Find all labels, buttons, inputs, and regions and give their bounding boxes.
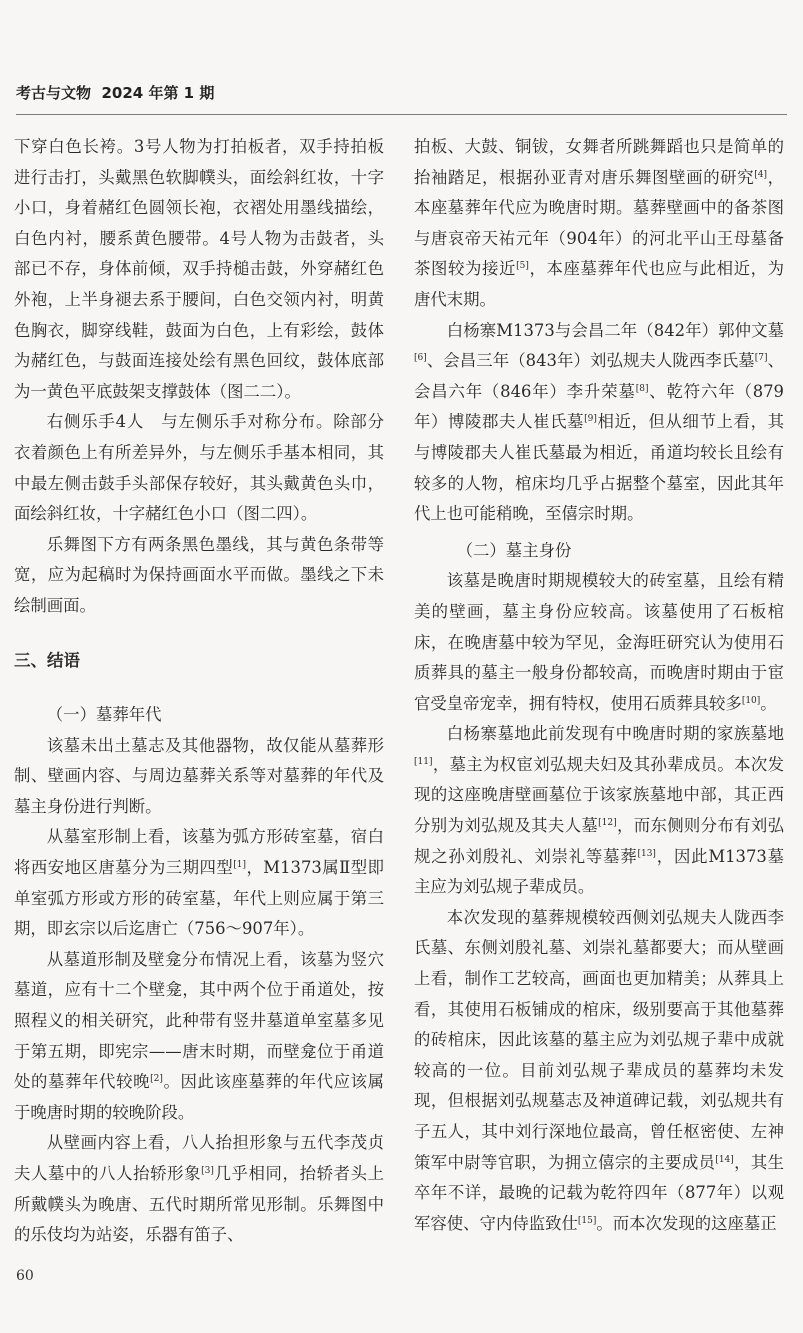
citation-ref: [11] <box>414 756 433 767</box>
right-paragraph-5: 本次发现的墓葬规模较西侧刘弘规夫人陇西李氏墓、东侧刘殷礼墓、刘崇礼墓都要大；而从壁画上看，制作工艺较高，画面也更加精美；从葬具上看，其使用石板铺成的棺床，级别要高于其他墓葬的砖棺床，因此该墓的墓主应为刘弘规子辈中成就较高的一位。目前刘弘规子辈成员的墓葬均未发现，但根据刘弘规墓志及神道碑记载，刘弘规共有子五人，其中刘行深地位最高，曾任枢密使、左神策军中尉等官职，为拥立僖宗的主要成员[14]，其生卒年不详，最晚的记载为乾符四年（877年）以观军容使、守内侍监致仕[15]。而本次发现的这座墓正 <box>414 907 785 1233</box>
subsection-title-dating: （一）墓葬年代 <box>46 705 162 725</box>
issue-label: 2024 年第 1 期 <box>101 84 215 102</box>
citation-ref: [8] <box>635 383 649 394</box>
citation-ref: [15] <box>577 1215 597 1226</box>
running-header <box>16 82 214 103</box>
right-paragraph-1: 拍板、大鼓、铜钹，女舞者所跳舞蹈也只是简单的抬袖踏足，根据孙亚青对唐乐舞图壁画的研究[4]，本座墓葬年代应为晚唐时期。墓葬壁画中的备茶图与唐哀帝天祐元年（904年）的河北平山王母墓备茶图较为接近[5]，本座墓葬年代也应与此相近，为唐代末期。 <box>414 137 785 309</box>
left-column <box>14 132 384 1251</box>
left-paragraph-1: 下穿白色长袴。3号人物为打拍板者，双手持拍板进行击打，头戴黑色软脚幞头，面绘斜红妆，十字小口，身着赭红色圆领长袍，衣褶处用墨线描绘，白色内衬，腰系黄色腰带。4号人物为击鼓者，头部已不存，身体前倾，双手持槌击鼓，外穿赭红色外袍，上半身褪去系于腰间，白色交领内衬，明黄色胸衣，脚穿线鞋，鼓面为白色，上有彩绘，鼓体为赭红色，与鼓面连接处绘有黑色回纹，鼓体底部为一黄色平底鼓架支撑鼓体（图二二）。 <box>14 137 384 401</box>
left-paragraph-6: 从墓道形制及壁龛分布情况上看，该墓为竖穴墓道，应有十二个壁龛，其中两个位于甬道处，按照程义的相关研究，此种带有竖井墓道单室墓多见于第五期，即宪宗——唐末时期，而壁龛位于甬道处的墓葬年代较晚[2]。因此该座墓葬的年代应该属于晚唐时期的较晚阶段。 <box>14 949 385 1122</box>
subsection-title-identity: （二）墓主身份 <box>456 540 572 560</box>
right-paragraph-2: 白杨寨M1373与会昌二年（842年）郭仲文墓[6]、会昌三年（843年）刘弘规夫人陇西李氏墓[7]、会昌六年（846年）李升荣墓[8]、乾符六年（879年）博陵郡夫人崔氏墓[9]相近，但从细节上看，其与博陵郡夫人崔氏墓最为相近，甬道均较长且绘有较多的人物，棺床均几乎占据整个墓室，因此其年代上也可能稍晚，至僖宗时期。 <box>414 320 785 524</box>
citation-ref: [6] <box>414 353 427 364</box>
left-paragraph-5: 从墓室形制上看，该墓为弧方形砖室墓，宿白将西安地区唐墓分为三期四型[1]，M1373属Ⅱ型即单室弧方形或方形的砖室墓，年代上则应属于第三期，即玄宗以后迄唐亡（756～907年）。 <box>14 827 384 939</box>
citation-ref: [13] <box>637 848 656 859</box>
citation-ref: [2] <box>150 1074 163 1085</box>
citation-ref: [1] <box>233 860 246 871</box>
left-paragraph-7: 从壁画内容上看，八人抬担形象与五代李茂贞夫人墓中的八人抬轿形象[3]几乎相同，抬轿者头上所戴幞头为晚唐、五代时期所常见形制。乐舞图中的乐伎均为站姿，乐器有笛子、 <box>14 1133 385 1245</box>
citation-ref: [14] <box>715 1154 734 1165</box>
citation-ref: [7] <box>754 353 768 364</box>
section-title: 三、结语 <box>14 650 80 670</box>
right-column <box>414 132 784 1239</box>
journal-title: 考古与文物 <box>16 84 92 102</box>
citation-ref: [12] <box>598 818 617 829</box>
citation-ref: [10] <box>741 695 761 706</box>
page-number: 60 <box>16 1268 34 1284</box>
header-divider <box>16 114 787 115</box>
left-paragraph-2: 右侧乐手4人 与左侧乐手对称分布。除部分衣着颜色上有所差异外，与左侧乐手基本相同，其中最左侧击鼓手头部保存较好，其头戴黄色头巾，面绘斜红妆，十字赭红色小口（图二四）。 <box>14 412 384 524</box>
right-paragraph-3: 该墓是晚唐时期规模较大的砖室墓，且绘有精美的壁画，墓主身份应较高。该墓使用了石板棺床，在晚唐墓中较为罕见，金海旺研究认为使用石质葬具的墓主一般身份都较高，而晚唐时期由于宦官受皇帝宠幸，拥有特权，使用石质葬具较多[10]。 <box>414 571 784 713</box>
left-paragraph-3: 乐舞图下方有两条黑色墨线，其与黄色条带等宽，应为起稿时为保持画面水平而做。墨线之下未绘制画面。 <box>14 534 384 615</box>
citation-ref: [4] <box>754 169 767 180</box>
citation-ref: [5] <box>516 261 529 272</box>
citation-ref: [9] <box>584 414 597 425</box>
right-paragraph-4: 白杨寨墓地此前发现有中晚唐时期的家族墓地[11]，墓主为权宦刘弘规夫妇及其孙辈成员。本次发现的这座晚唐壁画墓位于该家族墓地中部，其正西分别为刘弘规及其夫人墓[12]，而东侧则分布有刘弘规之孙刘殷礼、刘崇礼等墓葬[13]，因此M1373墓主应为刘弘规子辈成员。 <box>414 724 785 897</box>
citation-ref: [3] <box>201 1166 214 1176</box>
left-paragraph-4: 该墓未出土墓志及其他器物，故仅能从墓葬形制、壁画内容、与周边墓葬关系等对墓葬的年代及墓主身份进行判断。 <box>14 735 384 816</box>
